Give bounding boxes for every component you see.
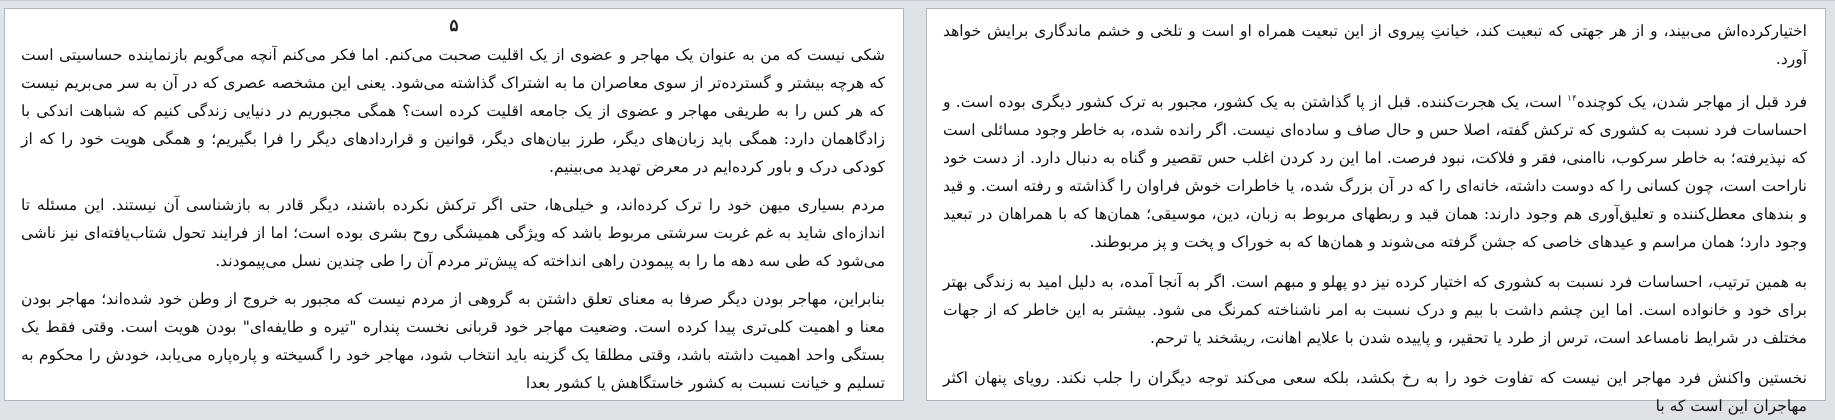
paragraph-2: به همین ترتیب، احساسات فرد نسبت به کشوری که اختیار کرده نیز دو پهلو و مبهم است. اگر به آنجا آمده، به دلیل امید به زندگی بهتر برای خود و خانواده است. اما این چشم داشت با بیم و درک نسبت به امر ناشناخته کمرنگ می شود. بیشتر به این خاطر که از جهات مختلف در شرایط نامساعد است، ترس از طرد یا تحقیر، و پاییده شدن با علایم اهانت، ریشخند یا ترحم. bbox=[943, 273, 1807, 348]
footnote-marker[interactable]: ۱۴ bbox=[1567, 94, 1577, 104]
paragraph-1-start: فرد قبل از مهاجر شدن، یک کوچنده bbox=[1576, 93, 1807, 112]
paragraph-2: مردم بسیاری میهن خود را ترک کرده‌اند، و خیلی‌ها، حتی اگر ترکش نکرده باشند، دیگر قادر به بازشناسی آن نیستند. این مسئله تا اندازه‌ای شاید به غم غربت سرشتی مربوط باشد که ویژگی همیشگی روح بشری بوده است؛ اما از فرایند تحول شتاب‌یافته‌ای نیز ناشی می‌شود که طی سه دهه ما را به پیمودن راهی انداخته که پیش‌تر مردم آن را طی چندین نسل می‌پیمودند. bbox=[21, 196, 885, 270]
left-page-body bbox=[5, 41, 903, 397]
right-page bbox=[926, 8, 1826, 416]
paragraph-3: بنابراین، مهاجر بودن دیگر صرفا به معنای تعلق داشتن به گروهی از مردم نیست که مجبور به خروج از وطن خود شده‌اند؛ مهاجر بودن معنا و اهمیت کلی‌تری پیدا کرده است. وضعیت مهاجر خود قربانی نخست پنداره "تیره و طایفه‌ای" بودن هویت است. وقتی فقط یک بستگی واحد اهمیت داشته باشد، وقتی مطلقا یک گزینه باید انتخاب شود، مهاجر خود را گسیخته و پاره‌پاره می‌یابد، خودش را محکوم به تسلیم و خیانت نسبت به کشور خاستگاهش یا کشور بعدا bbox=[21, 290, 885, 392]
paragraph-1: شکی نیست که من به عنوان یک مهاجر و عضوی از یک اقلیت صحبت می‌کنم. اما فکر می‌کنم آنچه می‌گویم بازنماینده حساسیتی است که هرچه بیشتر و گسترده‌تر از سوی معاصران ما به اشتراک گذاشته می‌شود. یعنی این مشخصه عصری که در آن به سر می‌بریم نیست که هر کس را به طریقی مهاجر و عضوی از یک جامعه اقلیت کرده است؟ همگی مجبوریم در دنیایی زندگی کنیم که شباهت اندکی با زادگاهمان دارد: همگی باید زبان‌های دیگر، طرز بیان‌های دیگر، قوانین و قراردادهای دیگر را فرا بگیریم؛ و همگی هویت خود را که از کودکی درک و باور کرده‌ایم در معرض تهدید می‌بینیم. bbox=[21, 46, 885, 176]
paragraph-1 bbox=[943, 85, 1807, 256]
continued-line: اختیارکرده‌اش می‌بیند، و از هر جهتی که تبعیت کند، خیانتِ پیروی از این تبعیت همراه او است و تلخی و خشم ماندگاری برایش خواهد آورد. bbox=[943, 22, 1807, 68]
page-number: ۵ bbox=[449, 16, 459, 36]
page-gap bbox=[904, 1, 926, 401]
right-page-body bbox=[927, 9, 1825, 420]
paragraph-3: نخستین واکنش فرد مهاجر این نیست که تفاوت خود را به رخ بکشد، بلکه سعی می‌کند توجه دیگران را جلب نکند. رویای پنهان اکثر مهاجران این است که با bbox=[943, 369, 1807, 416]
paragraph-1-rest: است، یک هجرت‌کننده. قبل از پا گذاشتن به یک کشور، مجبور به ترک کشور دیگری بوده است. و احساسات فرد نسبت به کشوری که ترکش گفته، اصلا حس و حال صاف و ساده‌ای نیست. اگر رانده شده، به خاطر وجود مسائلی است که نپذیرفته؛ به خاطر سرکوب، ناامنی، فقر و فلاکت، نبود فرصت. اما این رد کردن اغلب حس تقصیر و گناه به دنبال دارد. از دست خود ناراحت است، چون کسانی را که دوست داشته، خانه‌ای را که در آن بزرگ شده، یا خاطرات خوش فراوان را گذاشته و رفته است. و قید و بندهای معطل‌کننده و تعلیق‌آوری هم وجود دارند: همان قید و ربطهای مربوط به زبان، دین، موسیقی؛ همان‌ها که با همراهان در تبعید وجود دارد؛ همان مراسم و عیدهای خاصی که جشن گرفته می‌شوند و همان‌ها که به خوراک و پخت و پز مربوطند. bbox=[943, 93, 1807, 252]
left-page bbox=[4, 8, 904, 401]
